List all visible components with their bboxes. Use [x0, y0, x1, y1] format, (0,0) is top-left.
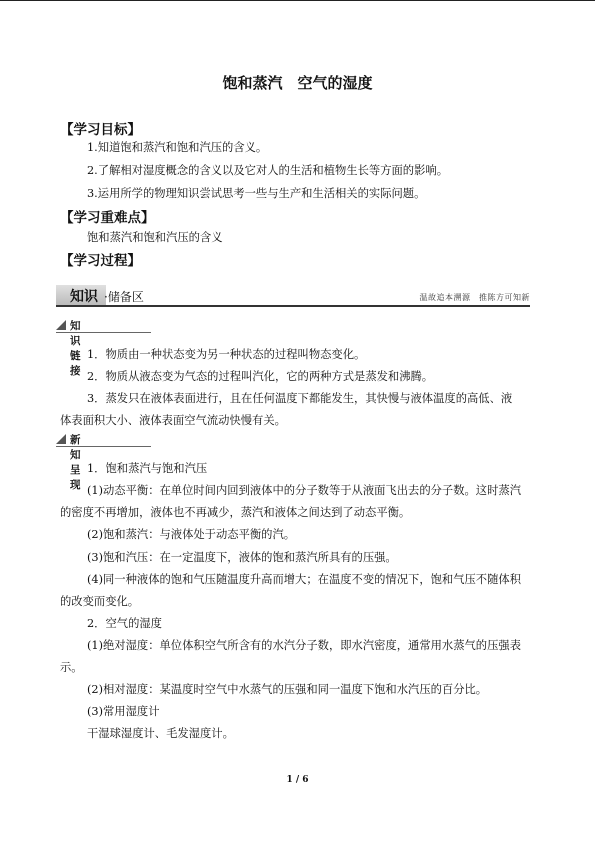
link-item: 3．蒸发只在液体表面进行，且在任何温度下都能发生，其快慢与液体温度的高低、液 — [87, 392, 513, 405]
banner-title: ·储备区 — [104, 290, 144, 304]
triangle-icon — [56, 434, 66, 444]
page-number: 1 / 6 — [286, 775, 309, 785]
tag-underline — [56, 446, 151, 447]
key-points-text: 饱和蒸汽和饱和汽压的含义 — [87, 231, 223, 244]
link-item: 体表面积大小、液体表面空气流动快慢有关。 — [60, 414, 286, 427]
link-item: 2．物质从液态变为气态的过程叫汽化，它的两种方式是蒸发和沸腾。 — [87, 370, 434, 383]
section-heading-process: 【学习过程】 — [60, 253, 141, 269]
body-line: 的密度不再增加，液体也不再减少，蒸汽和液体之间达到了动态平衡。 — [60, 506, 411, 519]
section-heading-key-points: 【学习重难点】 — [60, 210, 155, 226]
banner-tab-text: 知识 — [70, 289, 98, 305]
body-line: 干湿球湿度计、毛发湿度计。 — [87, 727, 234, 740]
banner-rule — [56, 305, 530, 307]
subsection-heading: 2．空气的湿度 — [87, 617, 162, 630]
subsection-heading: 1．饱和蒸汽与饱和汽压 — [87, 462, 208, 475]
goal-item: 3.运用所学的物理知识尝试思考一些与生产和生活相关的实际问题。 — [87, 187, 426, 200]
top-rule — [0, 0, 595, 1]
goal-item: 2.了解相对湿度概念的含义以及它对人的生活和植物生长等方面的影响。 — [87, 164, 448, 177]
link-item: 1．物质由一种状态变为另一种状态的过程叫物态变化。 — [87, 348, 366, 361]
body-line: (3)饱和汽压：在一定温度下，液体的饱和蒸汽所具有的压强。 — [87, 551, 397, 564]
tag-label: 知识链接 — [70, 320, 82, 377]
goal-item: 1.知道饱和蒸汽和饱和汽压的含义。 — [87, 141, 268, 154]
tag-underline — [56, 332, 151, 333]
body-line: (4)同一种液体的饱和气压随温度升高而增大；在温度不变的情况下，饱和气压不随体积 — [87, 573, 521, 586]
body-line: (1)绝对湿度：单位体积空气所含有的水汽分子数，即水汽密度，通常用水蒸气的压强表 — [87, 639, 521, 652]
tag-label: 新知呈现 — [70, 434, 82, 491]
knowledge-banner — [56, 285, 530, 306]
page-title: 饱和蒸汽 空气的湿度 — [222, 74, 373, 92]
triangle-icon — [56, 320, 66, 330]
section-heading-goals: 【学习目标】 — [60, 122, 141, 138]
body-line: 的改变而变化。 — [60, 595, 140, 608]
body-line: 示。 — [60, 661, 83, 674]
body-line: (2)饱和蒸汽：与液体处于动态平衡的汽。 — [87, 528, 296, 541]
body-line: (3)常用湿度计 — [87, 705, 160, 718]
body-line: (2)相对湿度：某温度时空气中水蒸气的压强和同一温度下饱和水汽压的百分比。 — [87, 683, 488, 696]
banner-subtitle: 温故追本溯源 推陈方可知新 — [419, 293, 530, 302]
body-line: (1)动态平衡：在单位时间内回到液体中的分子数等于从液面飞出去的分子数。这时蒸汽 — [87, 484, 521, 497]
